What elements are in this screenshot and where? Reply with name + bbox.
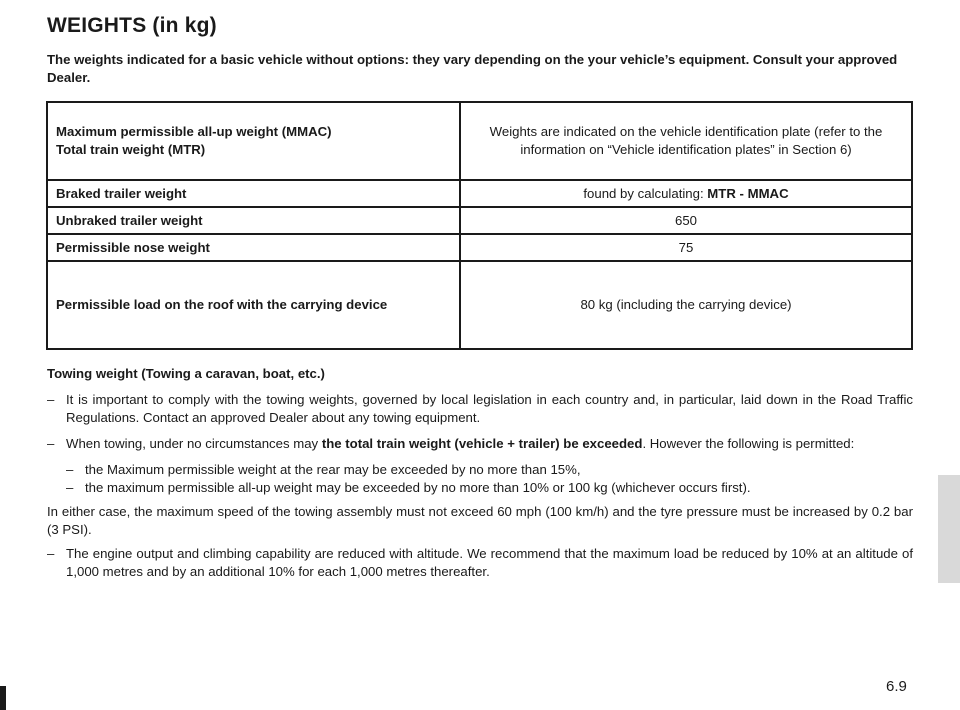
table-row	[47, 102, 912, 180]
intro-text: The weights indicated for a basic vehicle without options: they vary depending on the your vehicle’s equipment. Consult your approved Dealer.	[47, 52, 898, 85]
item-text: . However the following is permitted:	[642, 436, 855, 451]
row-label: Permissible nose weight	[47, 234, 460, 261]
value-prefix: found by calculating:	[583, 185, 708, 201]
row-value: 80 kg (including the carrying device)	[460, 261, 912, 349]
table-row	[47, 261, 912, 349]
list-item: – the maximum permissible all-up weight may be exceeded by no more than 10% or 100 kg (whichever occurs first).	[66, 479, 913, 497]
value-formula: MTR - MMAC	[707, 185, 789, 201]
towing-section	[47, 365, 913, 581]
row-value: Weights are indicated on the vehicle identification plate (refer to the information on “Vehicle identification plates” in Section 6)	[460, 102, 912, 180]
item-text: When towing, under no circumstances may	[66, 436, 322, 451]
towing-heading: Towing weight (Towing a caravan, boat, etc.)	[47, 366, 325, 381]
list-item	[47, 435, 913, 453]
speed-paragraph: In either case, the maximum speed of the towing assembly must not exceed 60 mph (100 km/h) and the tyre pressure must be increased by 0.2 bar (3 PSI).	[47, 504, 913, 537]
row-label: Unbraked trailer weight	[47, 207, 460, 234]
weights-table	[46, 101, 913, 350]
table-row	[47, 207, 912, 234]
page-number: 6.9	[886, 678, 907, 695]
table-row	[47, 180, 912, 207]
row-label: Permissible load on the roof with the carrying device	[47, 261, 460, 349]
table-row	[47, 234, 912, 261]
list-item: – the Maximum permissible weight at the rear may be exceeded by no more than 15%,	[66, 461, 913, 479]
item-emphasis: the total train weight (vehicle + trailer) be exceeded	[321, 436, 643, 451]
corner-mark	[0, 686, 6, 710]
section-tab	[938, 475, 960, 583]
row-value: 75	[460, 234, 912, 261]
row-value	[460, 180, 912, 207]
label-line-mmac: Maximum permissible all-up weight (MMAC)	[56, 124, 332, 139]
page-title: WEIGHTS (in kg)	[47, 14, 217, 37]
list-item: – It is important to comply with the towing weights, governed by local legislation in each country and, in particular, laid down in the Road Traffic Regulations. Contact an approved Dealer about any towing equipment.	[47, 391, 913, 427]
row-label: Braked trailer weight	[47, 180, 460, 207]
row-label	[47, 102, 460, 180]
row-value: 650	[460, 207, 912, 234]
label-line-mtr: Total train weight (MTR)	[56, 142, 206, 157]
list-item: – The engine output and climbing capability are reduced with altitude. We recommend that the maximum load be reduced by 10% at an altitude of 1,000 metres and by an additional 10% for each 1,000 metres thereafter.	[47, 545, 913, 581]
